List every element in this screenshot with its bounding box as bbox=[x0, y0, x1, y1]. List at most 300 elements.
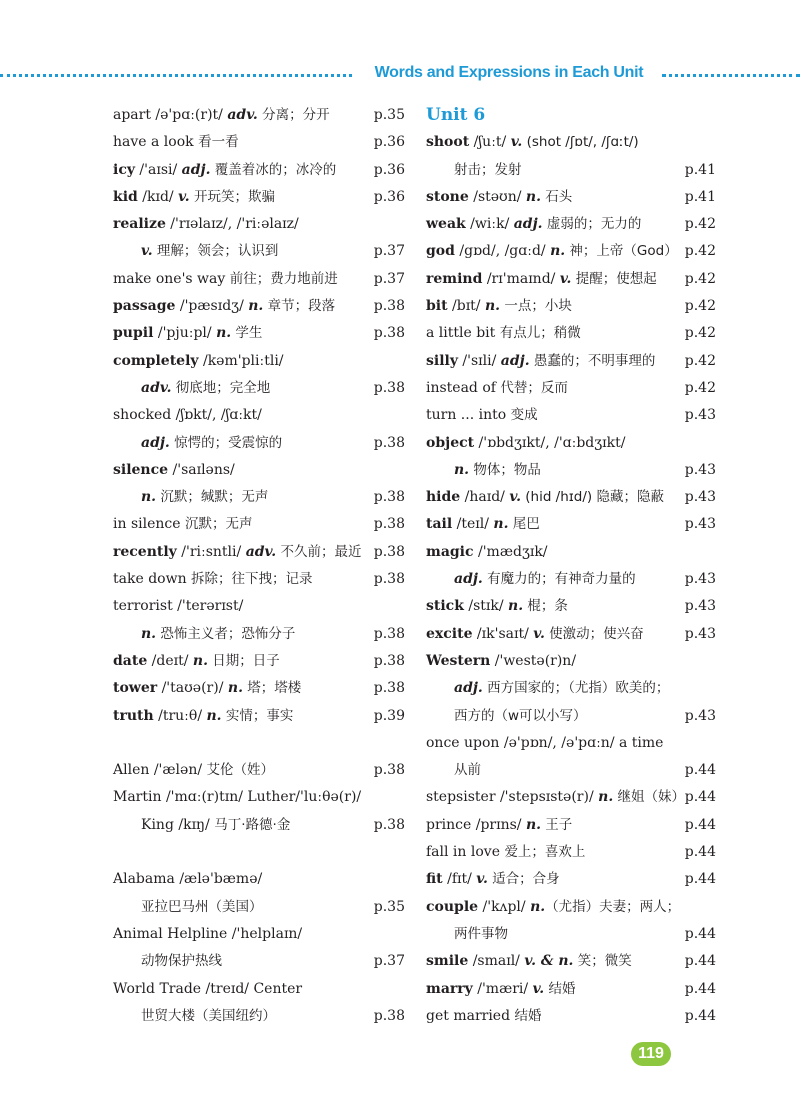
entry-meaning: 王子 bbox=[541, 816, 573, 833]
entry-text bbox=[426, 216, 641, 232]
vocab-entry bbox=[426, 839, 716, 866]
entry-continuation bbox=[113, 621, 405, 648]
entry-meaning: 愚蠢的；不明事理的 bbox=[529, 352, 656, 369]
entry-text bbox=[426, 844, 585, 860]
entry-text bbox=[113, 653, 280, 669]
entry-phonetic: /treɪd/ Center bbox=[201, 980, 303, 997]
entry-phonetic: /ə'pɑː(r)t/ bbox=[150, 107, 228, 123]
entry-meaning: 沉默；缄默；无声 bbox=[156, 489, 269, 506]
entry-phonetic: /prɪns/ bbox=[471, 816, 526, 833]
entry-text bbox=[113, 325, 262, 341]
entry-text bbox=[141, 626, 295, 642]
page-reference: p.43 bbox=[684, 707, 716, 724]
vocab-entry bbox=[426, 320, 716, 347]
page-reference: p.38 bbox=[373, 543, 405, 560]
page-reference: p.42 bbox=[684, 352, 716, 369]
entry-part-of-speech: v. bbox=[510, 134, 523, 151]
entry-text bbox=[113, 598, 243, 614]
page-reference: p.44 bbox=[684, 953, 716, 970]
page-reference: p.44 bbox=[684, 844, 716, 861]
entry-text bbox=[426, 435, 625, 451]
page-reference: p.38 bbox=[373, 325, 405, 342]
entry-text bbox=[113, 516, 252, 532]
entry-headword: Allen bbox=[113, 762, 150, 779]
entry-phonetic: /'riːsntli/ bbox=[176, 543, 246, 560]
entry-part-of-speech: n. bbox=[493, 516, 509, 533]
entry-headword: Alabama bbox=[113, 871, 175, 888]
vocab-entry bbox=[113, 566, 405, 593]
page-reference: p.42 bbox=[684, 270, 716, 287]
page-reference: p.38 bbox=[373, 762, 405, 779]
entry-text bbox=[113, 298, 335, 314]
page-reference: p.36 bbox=[373, 161, 405, 178]
entry-meaning: (shot /ʃɒt/, /ʃɑːt/) bbox=[522, 134, 639, 151]
page-reference: p.38 bbox=[373, 434, 405, 451]
entry-meaning: 使激动；使兴奋 bbox=[544, 625, 644, 642]
entry-meaning: 代替；反而 bbox=[500, 379, 568, 396]
entry-phonetic: /'aɪsi/ bbox=[134, 161, 182, 178]
entry-text bbox=[426, 298, 572, 314]
entry-continuation bbox=[426, 921, 716, 948]
entry-text bbox=[426, 817, 572, 833]
entry-phonetic: /'rɪəlaɪz/, /'riːəlaɪz/ bbox=[165, 216, 299, 233]
entry-meaning: (hid /hɪd/) 隐藏；隐蔽 bbox=[520, 489, 664, 506]
vocab-entry bbox=[426, 784, 716, 811]
entry-text bbox=[141, 435, 282, 451]
entry-phonetic: /'sɪli/ bbox=[457, 352, 501, 369]
entry-phonetic: /'pjuːpl/ bbox=[153, 325, 217, 342]
entry-meaning: 有点儿；稍微 bbox=[499, 325, 581, 342]
entry-continuation bbox=[113, 430, 405, 457]
entry-headword: marry bbox=[426, 980, 473, 997]
entry-meaning: 塔；塔楼 bbox=[242, 680, 302, 697]
vocab-entry bbox=[113, 539, 405, 566]
entry-phonetic: /'ælən/ bbox=[149, 762, 207, 779]
entry-text bbox=[113, 789, 361, 805]
entry-headword: god bbox=[426, 243, 455, 260]
page-reference: p.44 bbox=[684, 789, 716, 806]
entry-continuation bbox=[113, 948, 405, 975]
entry-continuation bbox=[113, 1003, 405, 1030]
entry-text bbox=[141, 817, 290, 833]
entry-continuation bbox=[426, 566, 716, 593]
entry-text bbox=[454, 708, 587, 724]
entry-phonetic: /ælə'bæmə/ bbox=[174, 871, 263, 888]
unit-heading: Unit 6 bbox=[426, 105, 486, 125]
entry-text bbox=[426, 325, 581, 341]
page-reference: p.38 bbox=[373, 298, 405, 315]
entry-text bbox=[426, 189, 572, 205]
entry-headword: in silence bbox=[113, 516, 181, 533]
entry-meaning: 一点；小块 bbox=[500, 298, 572, 315]
vocab-entry bbox=[426, 293, 716, 320]
entry-phonetic: /'helplaɪn/ bbox=[227, 925, 303, 942]
page-reference: p.42 bbox=[684, 325, 716, 342]
entry-text bbox=[141, 243, 278, 259]
vocab-entry bbox=[426, 539, 716, 566]
page-reference: p.43 bbox=[684, 489, 716, 506]
entry-phonetic: King /kɪŋ/ bbox=[141, 816, 215, 833]
vocab-entry bbox=[426, 812, 716, 839]
entry-headword: recently bbox=[113, 543, 177, 560]
entry-phonetic: /deɪt/ bbox=[147, 652, 193, 669]
entry-headword: passage bbox=[113, 298, 176, 315]
entry-part-of-speech: n. bbox=[484, 298, 501, 315]
entry-meaning: 提醒；使想起 bbox=[571, 270, 657, 287]
vocab-entry bbox=[426, 238, 716, 265]
entry-continuation bbox=[426, 675, 716, 702]
entry-phonetic: /wiːk/ bbox=[465, 216, 514, 233]
entry-text bbox=[454, 571, 636, 587]
entry-text bbox=[141, 953, 222, 969]
entry-part-of-speech: adv. bbox=[227, 107, 258, 123]
section-title: Words and Expressions in Each Unit bbox=[374, 64, 644, 81]
entry-headword: stepsister bbox=[426, 789, 496, 806]
entry-text bbox=[454, 462, 541, 478]
entry-part-of-speech: n. bbox=[248, 298, 264, 315]
entry-meaning: 开玩笑；欺骗 bbox=[189, 188, 275, 205]
entry-phonetic: /kɪd/ bbox=[137, 188, 179, 205]
entry-part-of-speech: v. bbox=[476, 871, 488, 888]
entry-part-of-speech: adj. bbox=[500, 352, 530, 369]
entry-headword: shocked bbox=[113, 407, 172, 424]
entry-headword: weak bbox=[426, 216, 466, 233]
entry-part-of-speech: adj. bbox=[454, 571, 483, 588]
page-reference: p.42 bbox=[684, 243, 716, 260]
vocab-entry bbox=[113, 757, 405, 784]
left-word-column bbox=[113, 102, 405, 1030]
entry-headword: once upon bbox=[426, 734, 500, 751]
entry-meaning: 分离；分开 bbox=[257, 107, 330, 123]
entry-meaning: 西方的（w可以小写） bbox=[454, 707, 587, 724]
entry-phonetic: /'stepsɪstə(r)/ bbox=[495, 789, 599, 806]
page-reference: p.44 bbox=[684, 1007, 716, 1024]
entry-headword: completely bbox=[113, 352, 199, 369]
page-reference: p.38 bbox=[373, 571, 405, 588]
entry-meaning: 有魔力的；有神奇力量的 bbox=[482, 571, 636, 588]
entry-text bbox=[426, 380, 568, 396]
entry-headword: make one's way bbox=[113, 270, 226, 287]
entry-headword: smile bbox=[426, 953, 469, 970]
entry-text bbox=[426, 271, 657, 287]
vocab-entry bbox=[113, 675, 405, 702]
entry-phonetic: /'mɑː(r)tɪn/ Luther/'luːθə(r)/ bbox=[161, 789, 362, 806]
vocab-entry bbox=[113, 266, 405, 293]
entry-part-of-speech: n. bbox=[227, 680, 243, 697]
vocab-entry bbox=[113, 102, 405, 129]
entry-phonetic: /stəʊn/ bbox=[468, 188, 526, 205]
entry-part-of-speech: n. bbox=[216, 325, 232, 342]
entry-text bbox=[113, 544, 361, 560]
entry-continuation bbox=[113, 484, 405, 511]
entry-text bbox=[141, 899, 263, 915]
entry-text bbox=[113, 134, 239, 150]
page-reference: p.38 bbox=[373, 489, 405, 506]
page-reference: p.41 bbox=[684, 161, 716, 178]
dotted-rule-right bbox=[662, 74, 800, 77]
entry-text bbox=[454, 162, 522, 178]
vocab-entry bbox=[426, 402, 716, 429]
entry-text bbox=[113, 407, 262, 423]
entry-text bbox=[426, 407, 538, 423]
entry-meaning: 物体；物品 bbox=[469, 461, 541, 478]
page-reference: p.42 bbox=[684, 379, 716, 396]
entry-meaning: 从前 bbox=[454, 762, 481, 779]
entry-part-of-speech: adv. bbox=[141, 379, 172, 396]
page-number: 119 bbox=[631, 1042, 671, 1066]
entry-phonetic: /'ɒbdʒɪkt/, /'ɑːbdʒɪkt/ bbox=[474, 434, 626, 451]
entry-text bbox=[426, 981, 575, 997]
entry-headword: a little bit bbox=[426, 325, 496, 342]
vocab-entry bbox=[426, 348, 716, 375]
page-reference: p.43 bbox=[684, 407, 716, 424]
page-reference: p.44 bbox=[684, 925, 716, 942]
entry-headword: instead of bbox=[426, 379, 496, 396]
entry-part-of-speech: adj. bbox=[141, 434, 170, 451]
entry-meaning: 覆盖着冰的；冰冷的 bbox=[210, 161, 337, 178]
entry-meaning: 石头 bbox=[540, 188, 573, 205]
vocab-entry bbox=[113, 457, 405, 484]
vocab-entry bbox=[426, 484, 716, 511]
entry-headword: tail bbox=[426, 516, 453, 533]
page-reference: p.38 bbox=[373, 1007, 405, 1024]
entry-text bbox=[113, 708, 293, 724]
entry-text bbox=[426, 516, 540, 532]
entry-meaning: 实情；事实 bbox=[221, 707, 294, 724]
vocab-entry bbox=[426, 730, 716, 757]
entry-text bbox=[454, 926, 508, 942]
entry-text bbox=[113, 762, 274, 778]
page-reference: p.36 bbox=[373, 188, 405, 205]
entry-continuation bbox=[426, 457, 716, 484]
entry-headword: remind bbox=[426, 270, 483, 287]
group-spacer bbox=[113, 839, 405, 866]
entry-phonetic: /'saɪləns/ bbox=[168, 461, 235, 478]
entry-part-of-speech: n. bbox=[192, 652, 208, 669]
entry-continuation bbox=[113, 812, 405, 839]
vocab-entry bbox=[426, 648, 716, 675]
vocab-entry bbox=[426, 866, 716, 893]
entry-headword: realize bbox=[113, 216, 166, 233]
vocab-entry bbox=[113, 511, 405, 538]
page-reference: p.44 bbox=[684, 980, 716, 997]
entry-meaning: 学生 bbox=[231, 325, 263, 342]
page-reference: p.38 bbox=[373, 680, 405, 697]
vocab-entry bbox=[426, 894, 716, 921]
entry-headword: stick bbox=[426, 598, 464, 615]
entry-headword: date bbox=[113, 652, 148, 669]
vocab-entry bbox=[113, 976, 405, 1003]
page-reference: p.38 bbox=[373, 816, 405, 833]
entry-continuation bbox=[113, 238, 405, 265]
entry-meaning: 彻底地；完全地 bbox=[171, 379, 271, 396]
entry-part-of-speech: adj. bbox=[181, 161, 211, 178]
entry-meaning: 爱上；喜欢上 bbox=[504, 844, 586, 861]
entry-phonetic: /'terərɪst/ bbox=[172, 598, 244, 615]
entry-text bbox=[426, 1008, 542, 1024]
entry-text bbox=[426, 953, 632, 969]
entry-headword: fit bbox=[426, 871, 443, 888]
entry-meaning: 艾伦（姓） bbox=[206, 762, 274, 779]
entry-phonetic: /ʃuːt/ bbox=[469, 134, 511, 151]
entry-text bbox=[426, 899, 680, 915]
entry-meaning: 结婚 bbox=[544, 980, 576, 997]
entry-text bbox=[113, 871, 262, 887]
entry-text bbox=[113, 271, 338, 287]
entry-headword: pupil bbox=[113, 325, 154, 342]
entry-headword: Animal Helpline bbox=[113, 925, 228, 942]
entry-text bbox=[141, 1008, 276, 1024]
entry-headword: couple bbox=[426, 898, 479, 915]
entry-headword: kid bbox=[113, 188, 138, 205]
entry-headword: hide bbox=[426, 489, 461, 506]
page-reference: p.37 bbox=[373, 243, 405, 260]
entry-headword: shoot bbox=[426, 134, 470, 151]
vocab-entry bbox=[426, 129, 716, 156]
vocab-entry bbox=[426, 621, 716, 648]
entry-headword: take down bbox=[113, 571, 187, 588]
entry-part-of-speech: n. bbox=[525, 816, 542, 833]
page-reference: p.35 bbox=[373, 107, 405, 123]
entry-part-of-speech: n. bbox=[454, 461, 470, 478]
entry-part-of-speech: v. bbox=[178, 188, 190, 205]
entry-meaning: （尤指）夫妻；两人； bbox=[545, 898, 681, 915]
entry-continuation bbox=[113, 894, 405, 921]
vocab-entry bbox=[113, 593, 405, 620]
entry-text bbox=[113, 462, 235, 478]
section-header bbox=[0, 64, 800, 88]
entry-text bbox=[141, 380, 270, 396]
entry-part-of-speech: n. bbox=[141, 489, 157, 506]
entry-phonetic: /fɪt/ bbox=[442, 871, 477, 888]
entry-headword: tower bbox=[113, 680, 158, 697]
entry-phonetic: /'kʌpl/ bbox=[478, 898, 531, 915]
entry-part-of-speech: n. bbox=[141, 625, 157, 642]
entry-headword: Martin bbox=[113, 789, 162, 806]
entry-meaning: 恐怖主义者；恐怖分子 bbox=[156, 625, 296, 642]
vocab-entry bbox=[113, 348, 405, 375]
entry-meaning: 棍；条 bbox=[523, 598, 568, 615]
entry-part-of-speech: v. & n. bbox=[524, 953, 574, 970]
entry-text bbox=[113, 189, 275, 205]
entry-text bbox=[113, 162, 336, 178]
entry-headword: apart bbox=[113, 107, 151, 123]
entry-phonetic: /'mæri/ bbox=[472, 980, 533, 997]
entry-headword: prince bbox=[426, 816, 472, 833]
page-reference: p.43 bbox=[684, 461, 716, 478]
page-reference: p.44 bbox=[684, 871, 716, 888]
entry-text bbox=[454, 680, 669, 696]
page-reference: p.42 bbox=[684, 298, 716, 315]
right-word-column bbox=[426, 102, 716, 1030]
entry-text bbox=[113, 353, 284, 369]
page-reference: p.35 bbox=[373, 898, 405, 915]
entry-meaning: 亚拉巴马州（美国） bbox=[141, 898, 263, 915]
entry-meaning: 理解；领会；认识到 bbox=[152, 243, 279, 260]
entry-part-of-speech: n. bbox=[550, 243, 566, 260]
entry-meaning: 不久前；最近 bbox=[276, 543, 362, 560]
vocab-entry bbox=[113, 320, 405, 347]
entry-headword: terrorist bbox=[113, 598, 173, 615]
page-reference: p.43 bbox=[684, 571, 716, 588]
entry-headword: have a look bbox=[113, 134, 194, 151]
entry-text bbox=[426, 626, 644, 642]
entry-phonetic: /'pæsɪdʒ/ bbox=[175, 298, 249, 315]
entry-headword: magic bbox=[426, 543, 474, 560]
entry-meaning: 拆除；往下拽；记录 bbox=[191, 571, 313, 588]
entry-part-of-speech: v. bbox=[141, 243, 153, 260]
entry-part-of-speech: n. bbox=[530, 898, 546, 915]
entry-meaning: 神；上帝（God） bbox=[565, 243, 678, 260]
entry-part-of-speech: v. bbox=[509, 489, 521, 506]
entry-phonetic: /rɪ'maɪnd/ bbox=[482, 270, 560, 287]
entry-headword: truth bbox=[113, 707, 154, 724]
entry-text bbox=[113, 216, 299, 232]
entry-phonetic: /'taʊə(r)/ bbox=[157, 680, 228, 697]
entry-text bbox=[426, 789, 685, 805]
entry-text bbox=[426, 653, 576, 669]
entry-phonetic: /teɪl/ bbox=[452, 516, 494, 533]
entry-meaning: 结婚 bbox=[514, 1007, 542, 1024]
entry-headword: bit bbox=[426, 298, 448, 315]
vocab-entry bbox=[113, 648, 405, 675]
page-reference: p.44 bbox=[684, 762, 716, 779]
entry-text bbox=[426, 489, 664, 505]
entry-meaning: 继姐（妹） bbox=[613, 789, 685, 806]
entry-headword: turn ... into bbox=[426, 407, 507, 424]
page-reference: p.38 bbox=[373, 516, 405, 533]
entry-text bbox=[141, 489, 268, 505]
entry-phonetic: /'westə(r)n/ bbox=[490, 652, 577, 669]
entry-part-of-speech: n. bbox=[598, 789, 614, 806]
entry-phonetic: /ʃɒkt/, /ʃɑːkt/ bbox=[171, 407, 262, 424]
entry-phonetic: /truːθ/ bbox=[153, 707, 207, 724]
vocab-entry bbox=[113, 866, 405, 893]
entry-headword: stone bbox=[426, 188, 469, 205]
entry-text bbox=[426, 735, 663, 751]
entry-meaning: 前往；费力地前进 bbox=[229, 270, 338, 287]
page-reference: p.44 bbox=[684, 816, 716, 833]
entry-meaning: 马丁·路德·金 bbox=[214, 816, 291, 833]
entry-part-of-speech: adj. bbox=[513, 216, 543, 233]
entry-phonetic: /gɒd/, /gɑːd/ bbox=[454, 243, 551, 260]
entry-phonetic: /'mædʒɪk/ bbox=[473, 543, 548, 560]
vocab-entry bbox=[426, 976, 716, 1003]
entry-meaning: 西方国家的；（尤指）欧美的； bbox=[482, 680, 670, 697]
vocab-entry bbox=[113, 211, 405, 238]
entry-part-of-speech: n. bbox=[508, 598, 524, 615]
entry-part-of-speech: v. bbox=[559, 270, 572, 287]
entry-continuation bbox=[426, 703, 716, 730]
entry-part-of-speech: adj. bbox=[454, 680, 483, 697]
page-reference: p.36 bbox=[373, 134, 405, 151]
entry-headword: icy bbox=[113, 161, 135, 178]
vocab-entry bbox=[113, 157, 405, 184]
entry-text bbox=[426, 243, 678, 259]
page-reference: p.41 bbox=[684, 188, 716, 205]
vocab-entry bbox=[113, 184, 405, 211]
entry-part-of-speech: adv. bbox=[245, 543, 277, 560]
entry-continuation bbox=[426, 157, 716, 184]
page-reference: p.43 bbox=[684, 598, 716, 615]
page-reference: p.37 bbox=[373, 270, 405, 287]
entry-text bbox=[426, 871, 560, 887]
page-reference: p.43 bbox=[684, 516, 716, 533]
entry-meaning: 日期；日子 bbox=[207, 652, 280, 669]
vocab-entry bbox=[113, 784, 405, 811]
entry-meaning: 笑；微笑 bbox=[573, 953, 632, 970]
entry-meaning: 章节；段落 bbox=[263, 298, 336, 315]
